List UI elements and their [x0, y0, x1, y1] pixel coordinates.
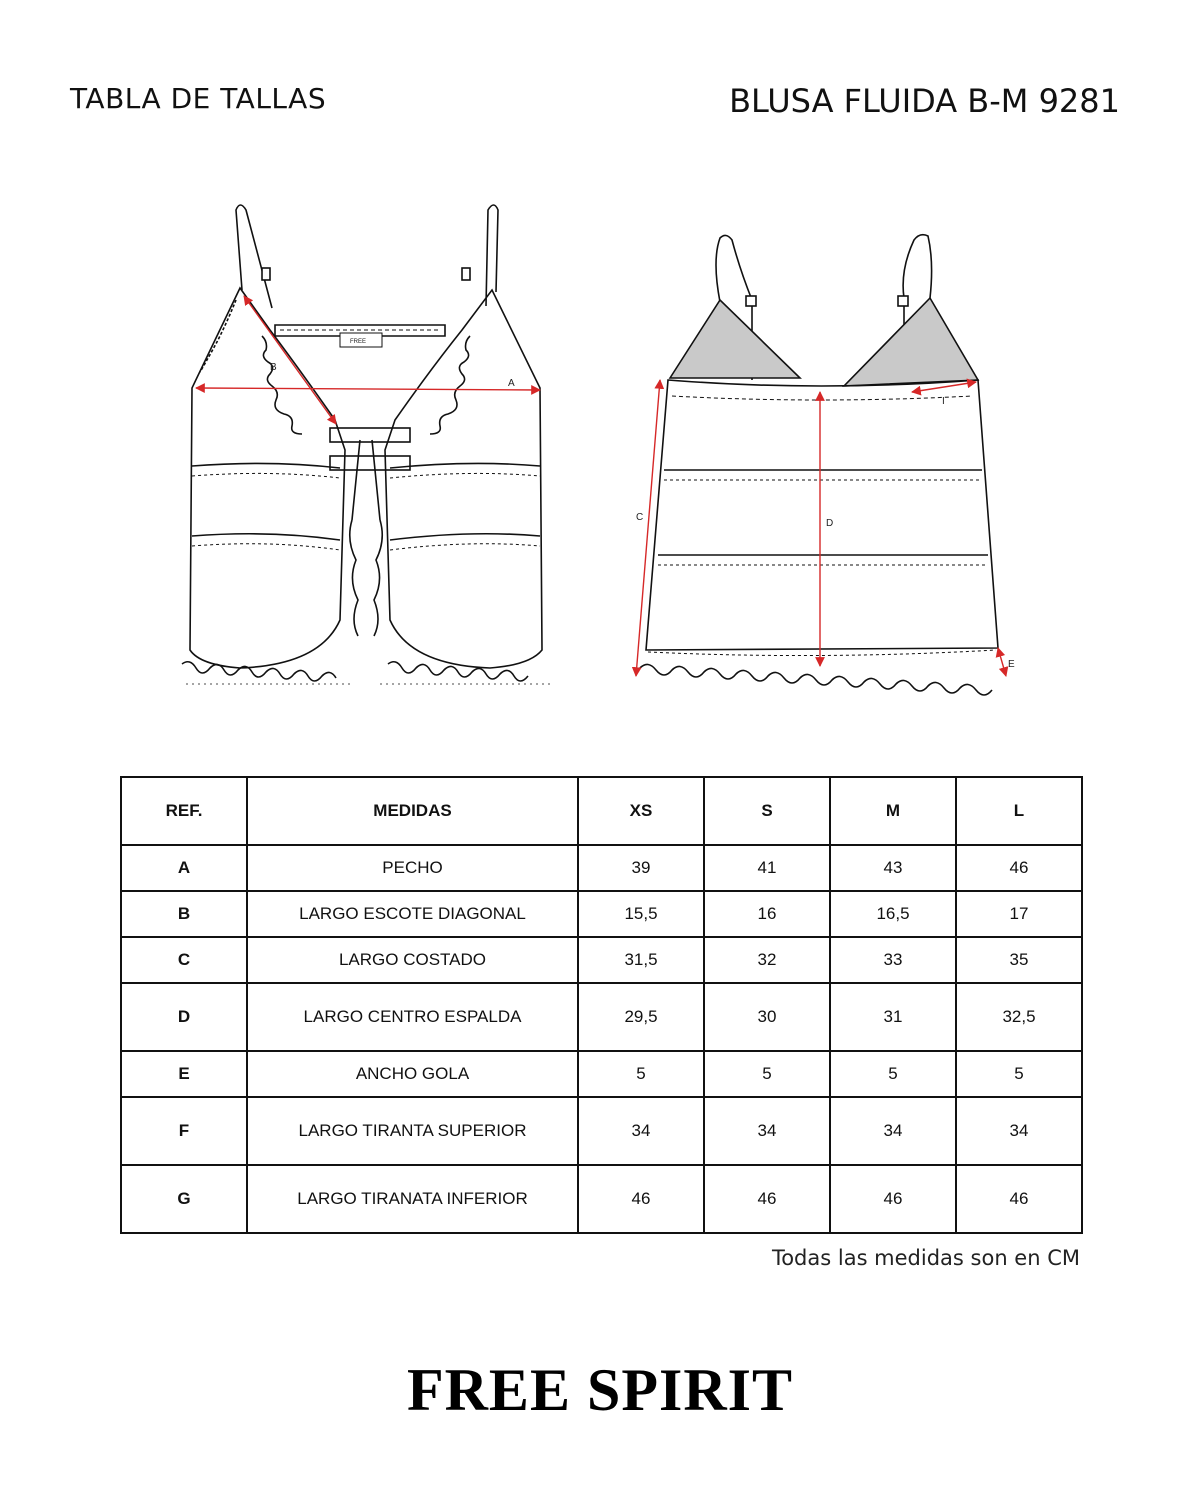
- value-cell: 34: [830, 1097, 956, 1165]
- label-b: B: [270, 362, 277, 373]
- value-cell: 31: [830, 983, 956, 1051]
- header-l: L: [956, 777, 1082, 845]
- table-row: [121, 845, 1082, 891]
- value-cell: 41: [704, 845, 830, 891]
- value-cell: 5: [956, 1051, 1082, 1097]
- value-cell: 29,5: [578, 983, 704, 1051]
- measure-cell: LARGO TIRANATA INFERIOR: [247, 1165, 578, 1233]
- value-cell: 16,5: [830, 891, 956, 937]
- value-cell: 35: [956, 937, 1082, 983]
- header-medidas: MEDIDAS: [247, 777, 578, 845]
- label-a: A: [508, 378, 515, 389]
- product-title: BLUSA FLUIDA B-M 9281: [729, 82, 1120, 120]
- measure-cell: LARGO CENTRO ESPALDA: [247, 983, 578, 1051]
- brand-logo-text: FREE SPIRIT: [406, 1357, 794, 1423]
- garment-tag: [340, 333, 382, 347]
- table-row: [121, 1051, 1082, 1097]
- value-cell: 39: [578, 845, 704, 891]
- ref-cell: E: [121, 1051, 247, 1097]
- units-note: Todas las medidas son en CM: [771, 1246, 1080, 1270]
- table-header-row: [121, 777, 1082, 845]
- value-cell: 46: [956, 845, 1082, 891]
- value-cell: 34: [578, 1097, 704, 1165]
- value-cell: 15,5: [578, 891, 704, 937]
- table-row: [121, 937, 1082, 983]
- table-row: [121, 891, 1082, 937]
- value-cell: 43: [830, 845, 956, 891]
- front-measurement-arrows: [196, 296, 540, 424]
- header-s: S: [704, 777, 830, 845]
- label-e: E: [1008, 659, 1015, 670]
- value-cell: 5: [578, 1051, 704, 1097]
- ref-cell: C: [121, 937, 247, 983]
- ref-cell: A: [121, 845, 247, 891]
- value-cell: 46: [830, 1165, 956, 1233]
- back-measurement-arrows: [636, 380, 1015, 676]
- value-cell: 46: [956, 1165, 1082, 1233]
- size-table: [120, 776, 1083, 1234]
- measure-cell: PECHO: [247, 845, 578, 891]
- size-chart-title: TABLA DE TALLAS: [70, 82, 327, 115]
- measure-a-arrow: [196, 388, 540, 390]
- table-row: [121, 1097, 1082, 1165]
- value-cell: 17: [956, 891, 1082, 937]
- ref-cell: D: [121, 983, 247, 1051]
- value-cell: 34: [956, 1097, 1082, 1165]
- label-c: C: [636, 512, 644, 523]
- value-cell: 31,5: [578, 937, 704, 983]
- measure-cell: LARGO TIRANTA SUPERIOR: [247, 1097, 578, 1165]
- measure-e-arrow: [998, 648, 1006, 676]
- header-ref: REF.: [121, 777, 247, 845]
- value-cell: 46: [704, 1165, 830, 1233]
- value-cell: 30: [704, 983, 830, 1051]
- value-cell: 33: [830, 937, 956, 983]
- header-xs: XS: [578, 777, 704, 845]
- front-view-drawing: [182, 205, 550, 684]
- value-cell: 46: [578, 1165, 704, 1233]
- table-row: [121, 983, 1082, 1051]
- ref-cell: F: [121, 1097, 247, 1165]
- value-cell: 32,5: [956, 983, 1082, 1051]
- table-row: [121, 1165, 1082, 1233]
- measure-b-arrow: [244, 296, 336, 424]
- ref-cell: G: [121, 1165, 247, 1233]
- value-cell: 34: [704, 1097, 830, 1165]
- measure-cell: LARGO ESCOTE DIAGONAL: [247, 891, 578, 937]
- value-cell: 32: [704, 937, 830, 983]
- header-m: M: [830, 777, 956, 845]
- back-view-drawing: [640, 235, 998, 695]
- value-cell: 5: [830, 1051, 956, 1097]
- label-d: D: [826, 518, 834, 529]
- value-cell: 16: [704, 891, 830, 937]
- ref-cell: B: [121, 891, 247, 937]
- tag-text: FREE: [350, 339, 367, 345]
- value-cell: 5: [704, 1051, 830, 1097]
- measure-cell: LARGO COSTADO: [247, 937, 578, 983]
- garment-technical-drawings: [0, 180, 1200, 720]
- label-i: I: [942, 396, 945, 407]
- measure-cell: ANCHO GOLA: [247, 1051, 578, 1097]
